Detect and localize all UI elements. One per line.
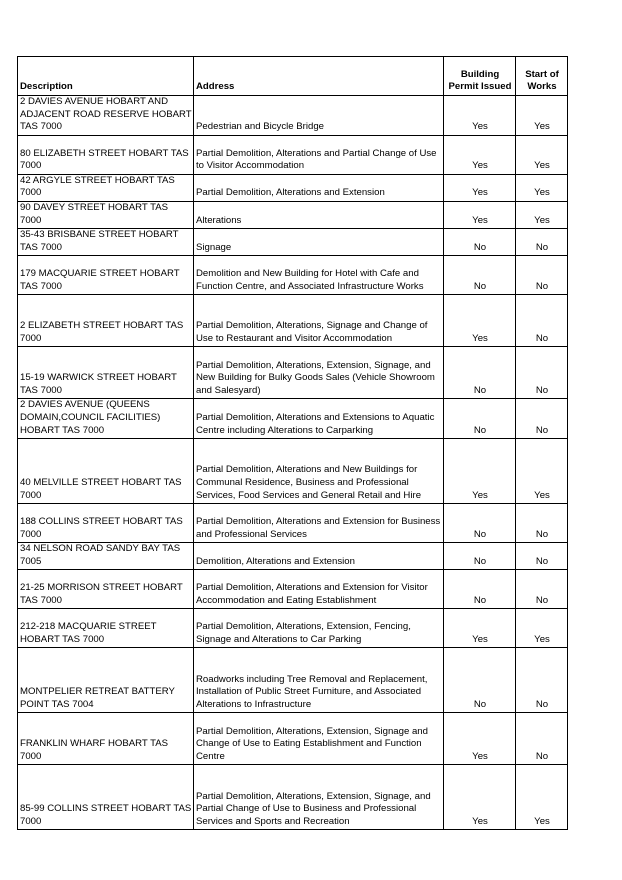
cell-start-of-works: No: [516, 295, 568, 347]
cell-start-of-works: No: [516, 256, 568, 295]
cell-address: Signage: [194, 229, 444, 256]
header-building-permit: Building Permit Issued: [444, 57, 516, 96]
cell-address: Partial Demolition, Alterations, Extension, Signage, and Partial Change of Use to Business and Professional Services and Sports and Recreation: [194, 765, 444, 830]
cell-building-permit: Yes: [444, 439, 516, 504]
cell-building-permit: Yes: [444, 174, 516, 201]
cell-building-permit: Yes: [444, 295, 516, 347]
table-row: [18, 713, 568, 765]
cell-address: Partial Demolition, Alterations, Extension, Fencing, Signage and Alterations to Car Parking: [194, 609, 444, 648]
cell-building-permit: No: [444, 256, 516, 295]
cell-description: FRANKLIN WHARF HOBART TAS 7000: [18, 713, 194, 765]
cell-building-permit: No: [444, 504, 516, 543]
table-row: [18, 399, 568, 439]
cell-building-permit: Yes: [444, 201, 516, 228]
cell-address: Partial Demolition, Alterations and New Buildings for Communal Residence, Business and Professional Services, Food Services and General Retail and Hire: [194, 439, 444, 504]
cell-start-of-works: Yes: [516, 609, 568, 648]
table-row: [18, 609, 568, 648]
table-row: [18, 135, 568, 174]
cell-description: 188 COLLINS STREET HOBART TAS 7000: [18, 504, 194, 543]
cell-address: Partial Demolition, Alterations, Extension, Signage, and New Building for Bulky Goods Sales (Vehicle Showroom and Salesyard): [194, 347, 444, 399]
cell-description: 90 DAVEY STREET HOBART TAS 7000: [18, 201, 194, 228]
cell-description: 34 NELSON ROAD SANDY BAY TAS 7005: [18, 543, 194, 570]
cell-address: Partial Demolition, Alterations and Extension for Business and Professional Services: [194, 504, 444, 543]
cell-description: 35-43 BRISBANE STREET HOBART TAS 7000: [18, 229, 194, 256]
cell-description: 2 DAVIES AVENUE HOBART AND ADJACENT ROAD RESERVE HOBART TAS 7000: [18, 96, 194, 136]
cell-description: 85-99 COLLINS STREET HOBART TAS 7000: [18, 765, 194, 830]
cell-start-of-works: Yes: [516, 765, 568, 830]
header-address: Address: [194, 57, 444, 96]
table-row: [18, 347, 568, 399]
cell-building-permit: No: [444, 399, 516, 439]
cell-start-of-works: No: [516, 347, 568, 399]
cell-building-permit: Yes: [444, 135, 516, 174]
table-row: [18, 229, 568, 256]
table-row: [18, 256, 568, 295]
table-row: [18, 765, 568, 830]
cell-start-of-works: No: [516, 399, 568, 439]
cell-address: Demolition, Alterations and Extension: [194, 543, 444, 570]
cell-start-of-works: Yes: [516, 96, 568, 136]
cell-building-permit: No: [444, 229, 516, 256]
cell-address: Partial Demolition, Alterations, Signage and Change of Use to Restaurant and Visitor Accommodation: [194, 295, 444, 347]
cell-description: 15-19 WARWICK STREET HOBART TAS 7000: [18, 347, 194, 399]
header-description: Description: [18, 57, 194, 96]
cell-address: Partial Demolition, Alterations and Extension: [194, 174, 444, 201]
permit-register-table: [17, 56, 568, 830]
cell-description: 2 DAVIES AVENUE (QUEENS DOMAIN,COUNCIL FACILITIES) HOBART TAS 7000: [18, 399, 194, 439]
table-row: [18, 504, 568, 543]
cell-description: 42 ARGYLE STREET HOBART TAS 7000: [18, 174, 194, 201]
cell-description: 2 ELIZABETH STREET HOBART TAS 7000: [18, 295, 194, 347]
cell-address: Partial Demolition, Alterations, Extension, Signage and Change of Use to Eating Establishment and Function Centre: [194, 713, 444, 765]
cell-building-permit: Yes: [444, 96, 516, 136]
cell-building-permit: Yes: [444, 609, 516, 648]
cell-start-of-works: Yes: [516, 439, 568, 504]
cell-address: Pedestrian and Bicycle Bridge: [194, 96, 444, 136]
table-row: [18, 570, 568, 609]
cell-start-of-works: No: [516, 570, 568, 609]
cell-start-of-works: No: [516, 229, 568, 256]
table-row: [18, 648, 568, 713]
cell-building-permit: No: [444, 347, 516, 399]
cell-description: 179 MACQUARIE STREET HOBART TAS 7000: [18, 256, 194, 295]
cell-description: 21-25 MORRISON STREET HOBART TAS 7000: [18, 570, 194, 609]
cell-start-of-works: Yes: [516, 135, 568, 174]
header-start-of-works: Start of Works: [516, 57, 568, 96]
cell-address: Partial Demolition, Alterations and Partial Change of Use to Visitor Accommodation: [194, 135, 444, 174]
table-header-row: [18, 57, 568, 96]
cell-start-of-works: No: [516, 504, 568, 543]
cell-description: 212-218 MACQUARIE STREET HOBART TAS 7000: [18, 609, 194, 648]
cell-building-permit: Yes: [444, 713, 516, 765]
cell-description: 40 MELVILLE STREET HOBART TAS 7000: [18, 439, 194, 504]
table-row: [18, 439, 568, 504]
cell-address: Roadworks including Tree Removal and Replacement, Installation of Public Street Furniture, and Associated Alterations to Infrastructure: [194, 648, 444, 713]
cell-building-permit: No: [444, 543, 516, 570]
cell-building-permit: Yes: [444, 765, 516, 830]
table-row: [18, 295, 568, 347]
cell-address: Partial Demolition, Alterations and Extensions to Aquatic Centre including Alterations to Carparking: [194, 399, 444, 439]
cell-building-permit: No: [444, 648, 516, 713]
table-row: [18, 174, 568, 201]
cell-start-of-works: No: [516, 543, 568, 570]
table-row: [18, 96, 568, 136]
cell-description: 80 ELIZABETH STREET HOBART TAS 7000: [18, 135, 194, 174]
table-row: [18, 201, 568, 228]
table-row: [18, 543, 568, 570]
cell-start-of-works: No: [516, 713, 568, 765]
cell-building-permit: No: [444, 570, 516, 609]
cell-address: Alterations: [194, 201, 444, 228]
cell-address: Demolition and New Building for Hotel with Cafe and Function Centre, and Associated Infrastructure Works: [194, 256, 444, 295]
cell-description: MONTPELIER RETREAT BATTERY POINT TAS 7004: [18, 648, 194, 713]
cell-start-of-works: No: [516, 648, 568, 713]
cell-start-of-works: Yes: [516, 201, 568, 228]
cell-start-of-works: Yes: [516, 174, 568, 201]
cell-address: Partial Demolition, Alterations and Extension for Visitor Accommodation and Eating Establishment: [194, 570, 444, 609]
